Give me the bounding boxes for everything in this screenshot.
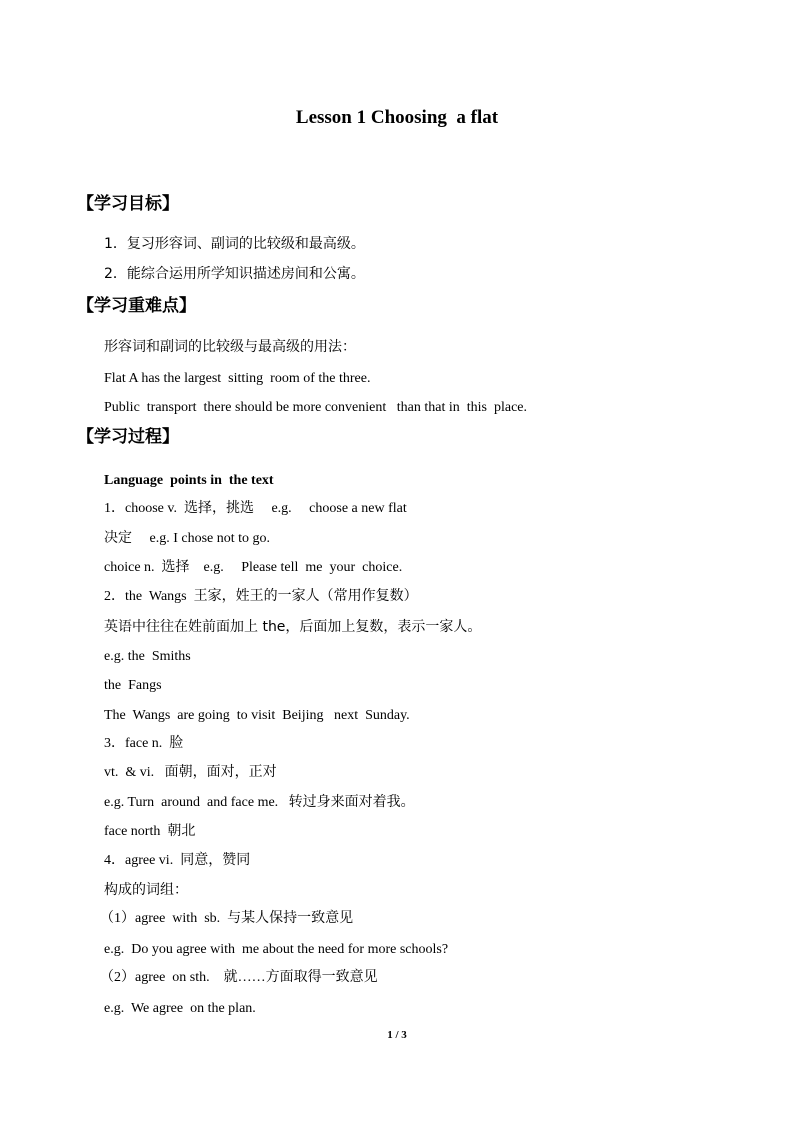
language-points-heading: Language points in the text [104,473,274,488]
goal-item-1: 1．复习形容词、副词的比较级和最高级。 [104,236,365,252]
list-item: （1）agree with sb. 与某人保持一致意见 [100,911,354,926]
list-item: the Fangs [104,678,162,693]
document-title: Lesson 1 Choosing a flat [295,107,499,128]
section-heading-goals: 【学习目标】 [77,194,179,214]
list-item: 构成的词组： [104,882,188,898]
page-number: 1 / 3 [387,1029,407,1041]
key-example-2: Public transport there should be more convenient than that in this place. [104,400,528,415]
list-item: choice n. 选择 e.g. Please tell me your choice. [104,560,403,575]
list-item: （2）agree on sth. 就……方面取得一致意见 [100,970,378,985]
list-item: 1．choose v. 选择，挑选 e.g. choose a new flat [104,501,407,516]
list-item: 3．face n. 脸 [104,736,184,751]
list-item: 2．the Wangs 王家，姓王的一家人（常用作复数） [104,589,418,604]
list-item: e.g. the Smiths [104,649,191,664]
list-item: e.g. Turn around and face me. 转过身来面对着我。 [104,795,415,810]
list-item: 决定 e.g. I chose not to go. [104,531,271,546]
list-item: face north 朝北 [104,824,196,839]
list-item: 英语中往往在姓前面加上 the，后面加上复数，表示一家人。 [104,619,482,635]
list-item: e.g. We agree on the plan. [104,1001,256,1016]
key-example-1: Flat A has the largest sitting room of the three. [104,371,371,386]
list-item: vt. & vi. 面朝，面对，正对 [104,765,277,780]
section-heading-key-points: 【学习重难点】 [77,296,196,316]
list-item: e.g. Do you agree with me about the need for more schools? [104,942,449,957]
list-item: 4．agree vi. 同意，赞同 [104,853,251,868]
key-intro: 形容词和副词的比较级与最高级的用法： [104,339,356,355]
section-heading-process: 【学习过程】 [77,427,179,447]
list-item: The Wangs are going to visit Beijing next Sunday. [104,708,410,723]
goal-item-2: 2．能综合运用所学知识描述房间和公寓。 [104,266,365,282]
